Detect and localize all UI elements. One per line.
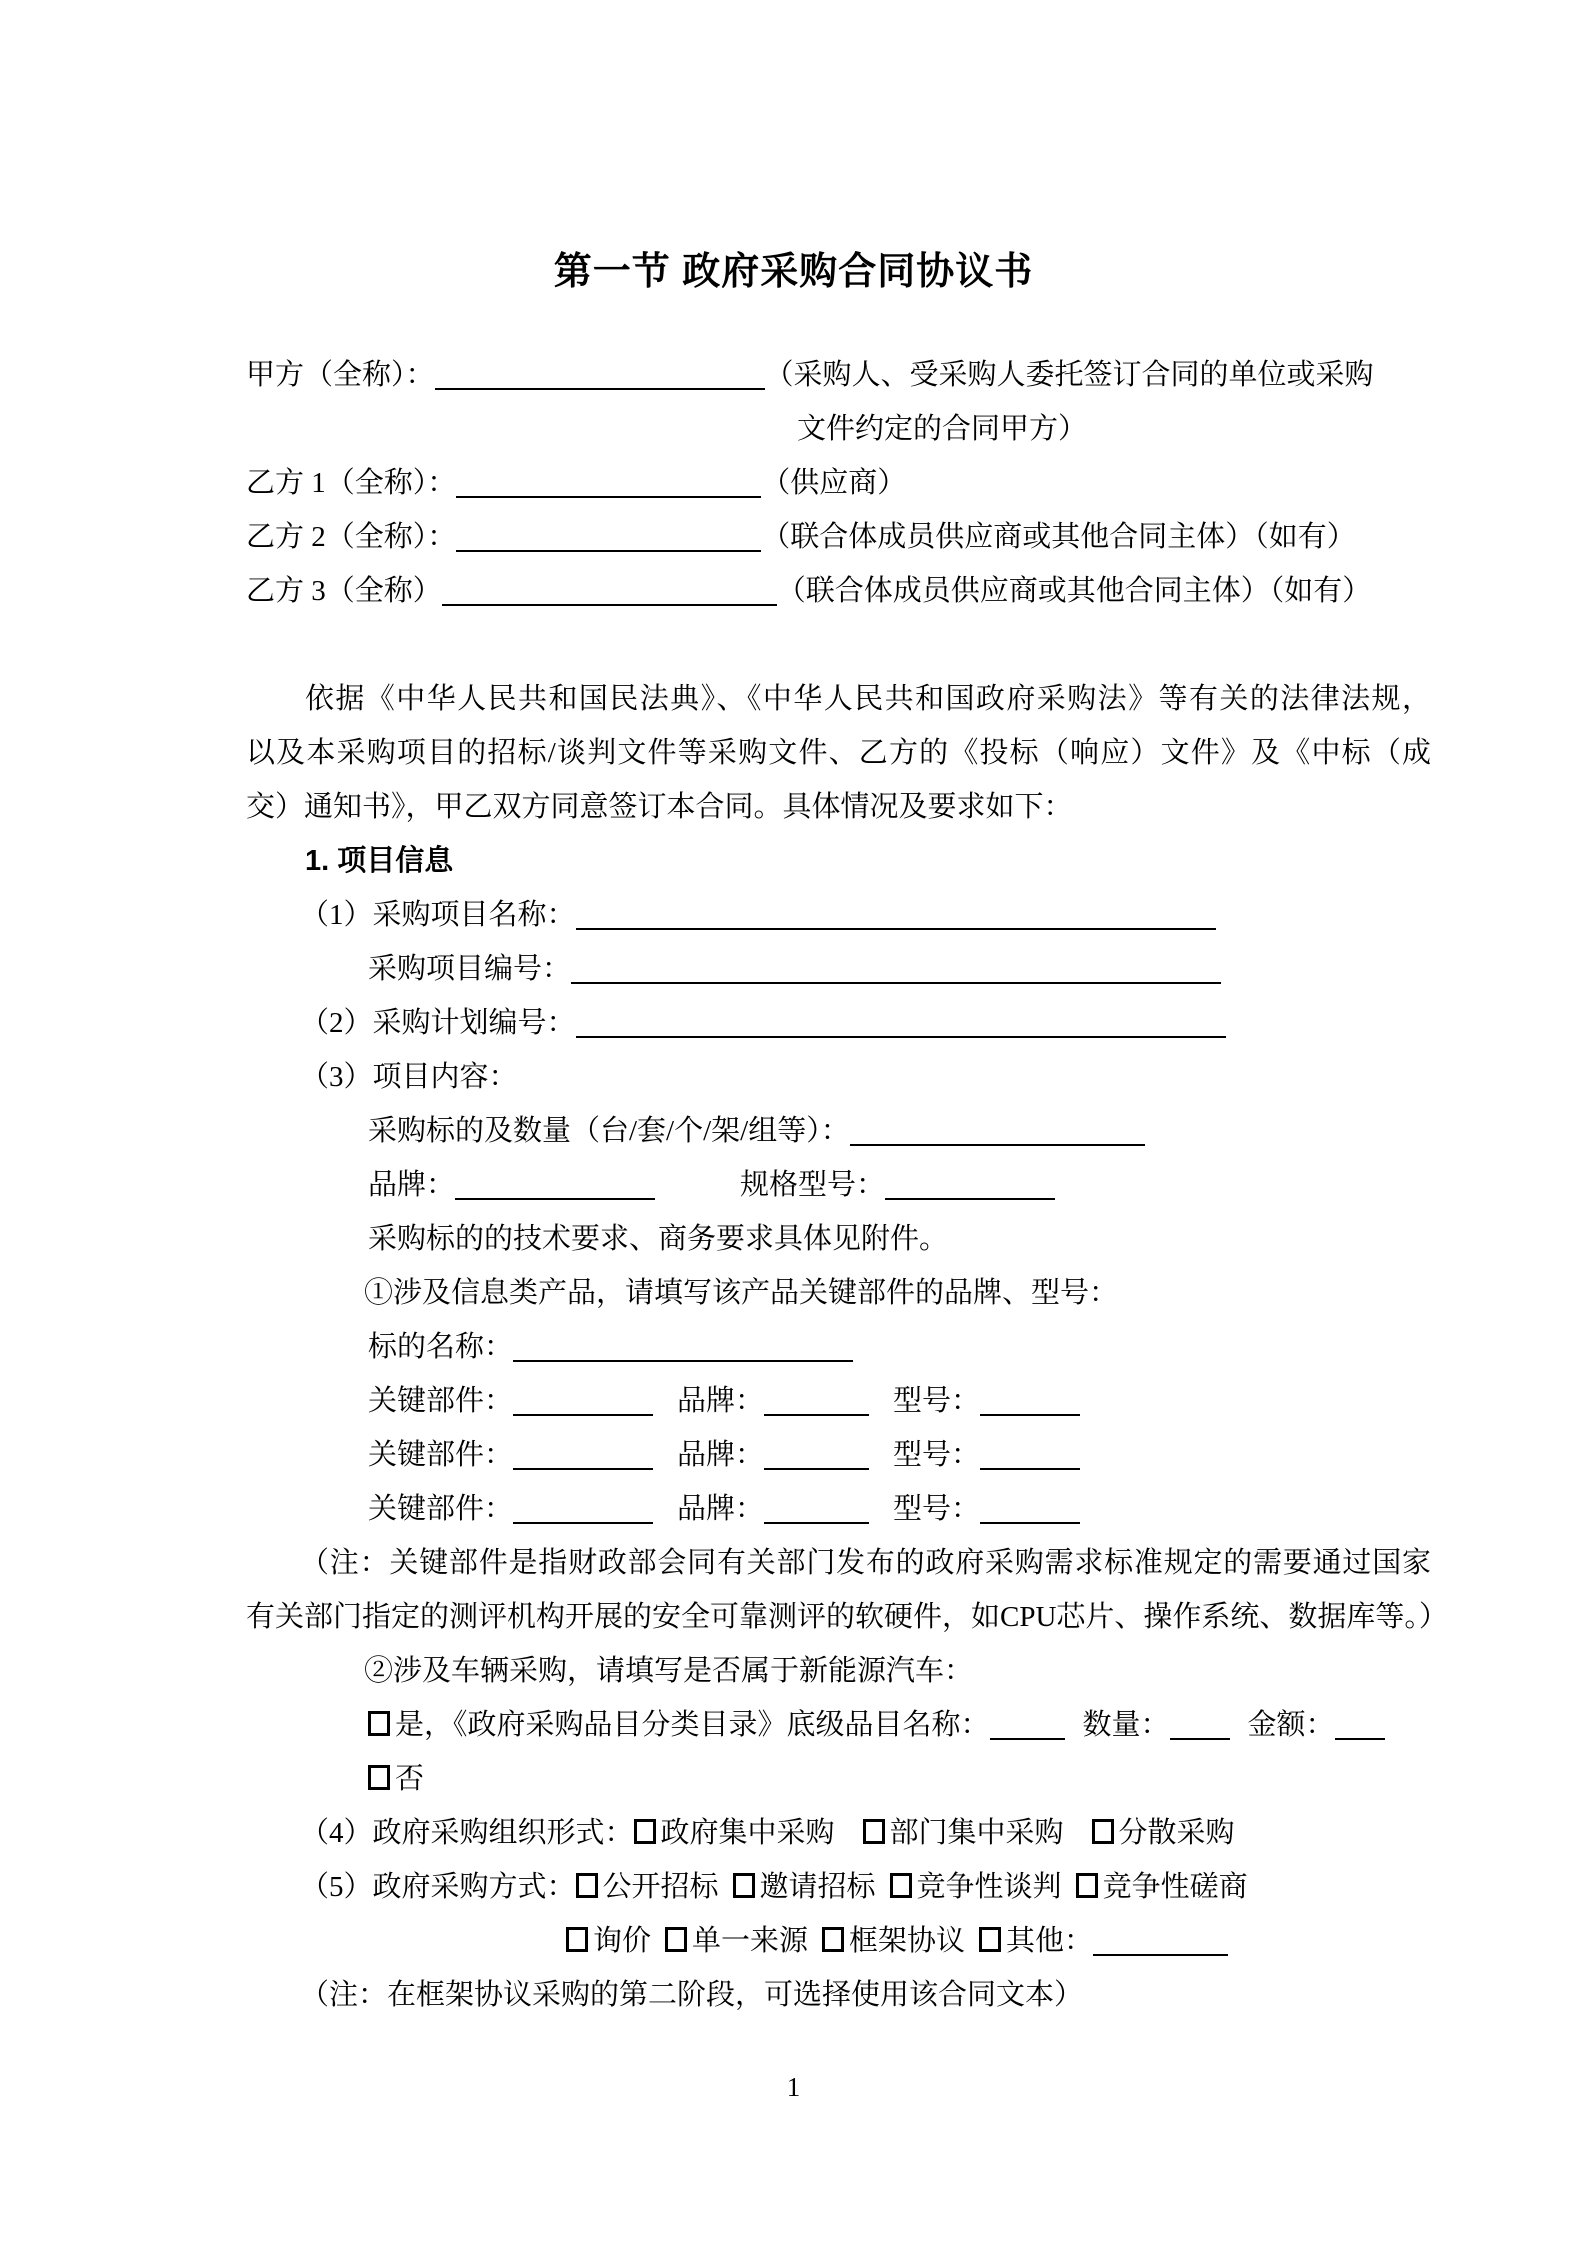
key-part-row-2 — [368, 1428, 1431, 1482]
method-option-inquiry — [566, 1914, 651, 1968]
key-part-note-line1: （注：关键部件是指财政部会同有关部门发布的政府采购需求标准规定的需要通过国家 — [300, 1547, 1431, 1579]
key-part-row-3 — [368, 1482, 1431, 1536]
doc-content — [246, 348, 1448, 2022]
key-part-label: 关键部件： — [368, 1439, 514, 1471]
info-product-note-line: ①涉及信息类产品，请填写该产品关键部件的品牌、型号： — [364, 1277, 1119, 1309]
party-b1-line — [246, 456, 1431, 510]
section1-heading: 1. 项目信息 — [305, 845, 454, 877]
org-form-option-1 — [634, 1806, 835, 1860]
subject-quantity-label: 采购标的及数量（台/套/个/架/组等）： — [368, 1115, 850, 1147]
party-a-note-continued: 文件约定的合同甲方） — [797, 413, 1088, 445]
org-form-option-3-label: 分散采购 — [1118, 1817, 1235, 1849]
party-b2-label: 乙方 2（全称）： — [246, 521, 457, 553]
target-name-line — [368, 1320, 1431, 1374]
key-part-blank[interactable] — [513, 1494, 653, 1524]
method-option-negotiation-label: 竞争性谈判 — [916, 1871, 1062, 1903]
key-brand-label: 品牌： — [677, 1385, 765, 1417]
plan-number-label: （2）采购计划编号： — [300, 1007, 576, 1039]
method-option-single-source-label: 单一来源 — [692, 1925, 809, 1957]
spec-blank[interactable] — [885, 1170, 1055, 1200]
method-option-inquiry-label: 询价 — [593, 1925, 652, 1957]
key-model-blank[interactable] — [980, 1386, 1080, 1416]
vehicle-amount-blank[interactable] — [1335, 1710, 1385, 1740]
party-b2-line — [246, 510, 1431, 564]
key-brand-blank[interactable] — [764, 1386, 869, 1416]
key-model-label: 型号： — [893, 1439, 981, 1471]
checkbox-open-tender[interactable] — [576, 1873, 598, 1898]
project-name-label: （1）采购项目名称： — [300, 899, 576, 931]
party-b2-note: （联合体成员供应商或其他合同主体）（如有） — [761, 521, 1356, 553]
method-option-negotiation — [890, 1860, 1062, 1914]
preamble-line-2: 以及本采购项目的招标/谈判文件等采购文件、乙方的《投标（响应）文件》及《中标（成 — [246, 737, 1431, 769]
key-model-blank[interactable] — [980, 1440, 1080, 1470]
key-part-row-1 — [368, 1374, 1431, 1428]
tech-note-line: 采购标的的技术要求、商务要求具体见附件。 — [368, 1223, 949, 1255]
checkbox-framework-agreement[interactable] — [822, 1927, 844, 1952]
party-b1-blank[interactable] — [456, 468, 761, 498]
checkbox-invited-tender[interactable] — [733, 1873, 755, 1898]
party-a-line — [246, 348, 1431, 402]
procurement-method-line — [300, 1860, 1431, 1914]
project-number-blank[interactable] — [571, 954, 1221, 984]
key-part-label: 关键部件： — [368, 1493, 514, 1525]
method-option-framework-label: 框架协议 — [849, 1925, 966, 1957]
method-option-open-label: 公开招标 — [602, 1871, 719, 1903]
procurement-method-line-2 — [566, 1914, 1431, 1968]
checkbox-competitive-negotiation[interactable] — [890, 1873, 912, 1898]
method-other-blank[interactable] — [1093, 1926, 1228, 1956]
party-b1-note: （供应商） — [761, 467, 907, 499]
vehicle-no-label: 否 — [395, 1763, 425, 1795]
party-b3-label: 乙方 3（全称） — [246, 575, 442, 607]
vehicle-no-line — [368, 1752, 1431, 1806]
party-b3-line — [246, 564, 1431, 618]
checkbox-other[interactable] — [979, 1927, 1001, 1952]
key-brand-blank[interactable] — [764, 1494, 869, 1524]
org-form-option-2-label: 部门集中采购 — [889, 1817, 1064, 1849]
key-part-note-line2: 有关部门指定的测评机构开展的安全可靠测评的软硬件，如CPU芯片、操作系统、数据库等。） — [246, 1601, 1448, 1633]
checkbox-competitive-consultation[interactable] — [1076, 1873, 1098, 1898]
party-b3-blank[interactable] — [442, 576, 777, 606]
key-part-blank[interactable] — [513, 1440, 653, 1470]
org-form-option-3 — [1092, 1806, 1235, 1860]
plan-number-line — [300, 996, 1431, 1050]
procurement-method-label: （5）政府采购方式： — [300, 1871, 576, 1903]
project-number-label: 采购项目编号： — [368, 953, 572, 985]
key-brand-label: 品牌： — [677, 1493, 765, 1525]
checkbox-decentralized[interactable] — [1092, 1819, 1114, 1844]
subject-quantity-blank[interactable] — [850, 1116, 1145, 1146]
vehicle-qty-label: 数量： — [1082, 1709, 1170, 1741]
party-b1-label: 乙方 1（全称）： — [246, 467, 457, 499]
project-name-blank[interactable] — [576, 900, 1216, 930]
party-b3-note: （联合体成员供应商或其他合同主体）（如有） — [776, 575, 1372, 607]
brand-blank[interactable] — [455, 1170, 655, 1200]
preamble-line-3: 交）通知书》，甲乙双方同意签订本合同。具体情况及要求如下： — [246, 791, 1073, 823]
method-option-invited-label: 邀请招标 — [759, 1871, 876, 1903]
party-a-note: （采购人、受采购人委托签订合同的单位或采购 — [764, 359, 1374, 391]
method-option-other-label: 其他： — [1006, 1925, 1094, 1957]
key-model-blank[interactable] — [980, 1494, 1080, 1524]
project-content-line: （3）项目内容： — [300, 1061, 518, 1093]
checkbox-govt-centralized[interactable] — [634, 1819, 656, 1844]
key-brand-blank[interactable] — [764, 1440, 869, 1470]
framework-note-line: （注：在框架协议采购的第二阶段，可选择使用该合同文本） — [300, 1979, 1084, 2011]
party-a-blank[interactable] — [435, 360, 765, 390]
checkbox-single-source[interactable] — [665, 1927, 687, 1952]
plan-number-blank[interactable] — [576, 1008, 1226, 1038]
spec-label: 规格型号： — [740, 1169, 886, 1201]
doc-title: 第一节 政府采购合同协议书 — [553, 251, 1034, 293]
vehicle-yes-line — [368, 1698, 1431, 1752]
org-form-line — [300, 1806, 1431, 1860]
key-part-label: 关键部件： — [368, 1385, 514, 1417]
vehicle-note-line: ②涉及车辆采购，请填写是否属于新能源汽车： — [364, 1655, 974, 1687]
page-number: 1 — [786, 2072, 801, 2102]
vehicle-qty-blank[interactable] — [1170, 1710, 1230, 1740]
party-a-note-line2 — [246, 402, 1431, 456]
key-model-label: 型号： — [893, 1385, 981, 1417]
brand-spec-line — [368, 1158, 1431, 1212]
method-option-consultation — [1076, 1860, 1248, 1914]
method-option-consultation-label: 竞争性磋商 — [1102, 1871, 1248, 1903]
preamble-line-1: 依据《中华人民共和国民法典》、《中华人民共和国政府采购法》等有关的法律法规， — [305, 683, 1431, 715]
checkbox-vehicle-yes[interactable] — [368, 1711, 390, 1736]
method-option-open — [576, 1860, 719, 1914]
vehicle-amount-label: 金额： — [1247, 1709, 1335, 1741]
target-name-blank[interactable] — [513, 1332, 853, 1362]
project-name-line — [300, 888, 1431, 942]
key-part-blank[interactable] — [513, 1386, 653, 1416]
checkbox-dept-centralized[interactable] — [863, 1819, 885, 1844]
vehicle-item-name-blank[interactable] — [990, 1710, 1065, 1740]
checkbox-vehicle-no[interactable] — [368, 1765, 390, 1790]
checkbox-inquiry[interactable] — [566, 1927, 588, 1952]
project-number-line — [368, 942, 1431, 996]
org-form-label: （4）政府采购组织形式： — [300, 1817, 634, 1849]
org-form-option-1-label: 政府集中采购 — [660, 1817, 835, 1849]
vehicle-yes-label: 是，《政府采购品目分类目录》底级品目名称： — [395, 1709, 990, 1741]
blank-line — [246, 618, 1431, 672]
brand-label: 品牌： — [368, 1169, 456, 1201]
target-name-label: 标的名称： — [368, 1331, 514, 1363]
method-option-framework — [822, 1914, 965, 1968]
org-form-option-2 — [863, 1806, 1064, 1860]
party-a-label: 甲方（全称）： — [246, 359, 435, 391]
key-model-label: 型号： — [893, 1493, 981, 1525]
key-brand-label: 品牌： — [677, 1439, 765, 1471]
party-b2-blank[interactable] — [456, 522, 761, 552]
method-option-other — [979, 1914, 1093, 1968]
method-option-invited — [733, 1860, 876, 1914]
method-option-single-source — [665, 1914, 808, 1968]
subject-quantity-line — [368, 1104, 1431, 1158]
